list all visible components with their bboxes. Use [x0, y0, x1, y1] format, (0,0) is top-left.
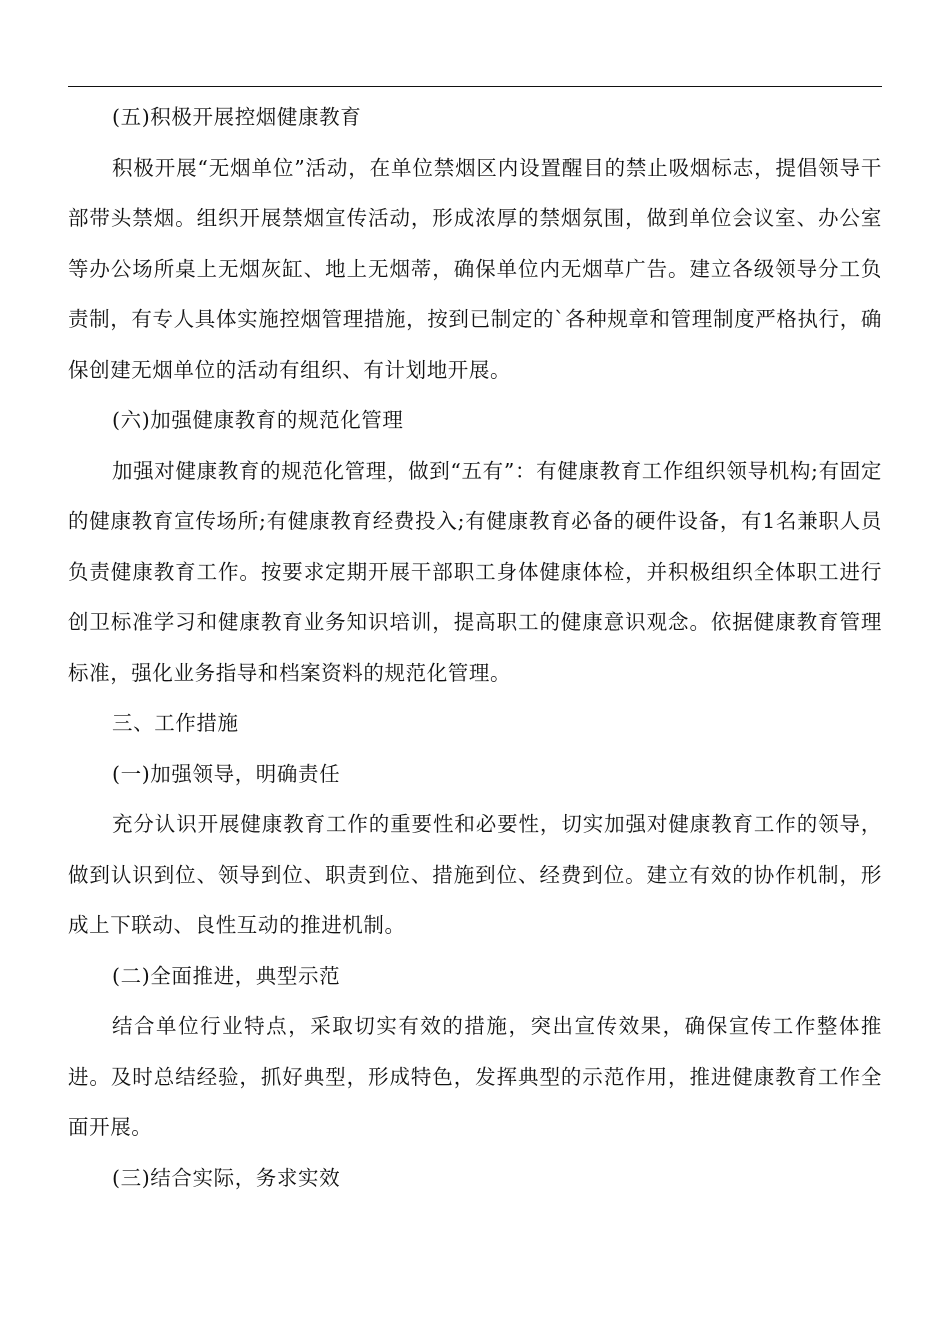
top-rule: [68, 86, 882, 87]
document-body: [68, 92, 882, 1203]
subsection-heading-two: (二)全面推进，典型示范: [112, 963, 341, 988]
paragraph-leadership: 充分认识开展健康教育工作的重要性和必要性，切实加强对健康教育工作的领导，做到认识到位、领导到位、职责到位、措施到位、经费到位。建立有效的协作机制，形成上下联动、良性互动的推进机制。: [68, 812, 882, 937]
paragraph-standardized-management: 加强对健康教育的规范化管理，做到“五有”：有健康教育工作组织领导机构;有固定的健康教育宣传场所;有健康教育经费投入;有健康教育必备的硬件设备，有1名兼职人员负责健康教育工作。按要求定期开展干部职工身体健康体检，并积极组织全体职工进行创卫标准学习和健康教育业务知识培训，提高职工的健康意识观念。依据健康教育管理标准，强化业务指导和档案资料的规范化管理。: [68, 458, 882, 685]
subsection-heading-one: (一)加强领导，明确责任: [112, 761, 341, 786]
section-heading-five: (五)积极开展控烟健康教育: [112, 105, 362, 129]
paragraph-promotion: 结合单位行业特点，采取切实有效的措施，突出宣传效果，确保宣传工作整体推进。及时总结经验，抓好典型，形成特色，发挥典型的示范作用，推进健康教育工作全面开展。: [68, 1014, 882, 1139]
section-heading-measures: 三、工作措施: [112, 711, 239, 735]
subsection-heading-three: (三)结合实际，务求实效: [112, 1165, 341, 1190]
paragraph-no-smoking: 积极开展“无烟单位”活动，在单位禁烟区内设置醒目的禁止吸烟标志，提倡领导干部带头禁烟。组织开展禁烟宣传活动，形成浓厚的禁烟氛围，做到单位会议室、办公室等办公场所桌上无烟灰缸、地上无烟蒂，确保单位内无烟草广告。建立各级领导分工负责制，有专人具体实施控烟管理措施，按到已制定的`各种规章和管理制度严格执行，确保创建无烟单位的活动有组织、有计划地开展。: [68, 155, 882, 382]
section-heading-six: (六)加强健康教育的规范化管理: [112, 408, 404, 432]
